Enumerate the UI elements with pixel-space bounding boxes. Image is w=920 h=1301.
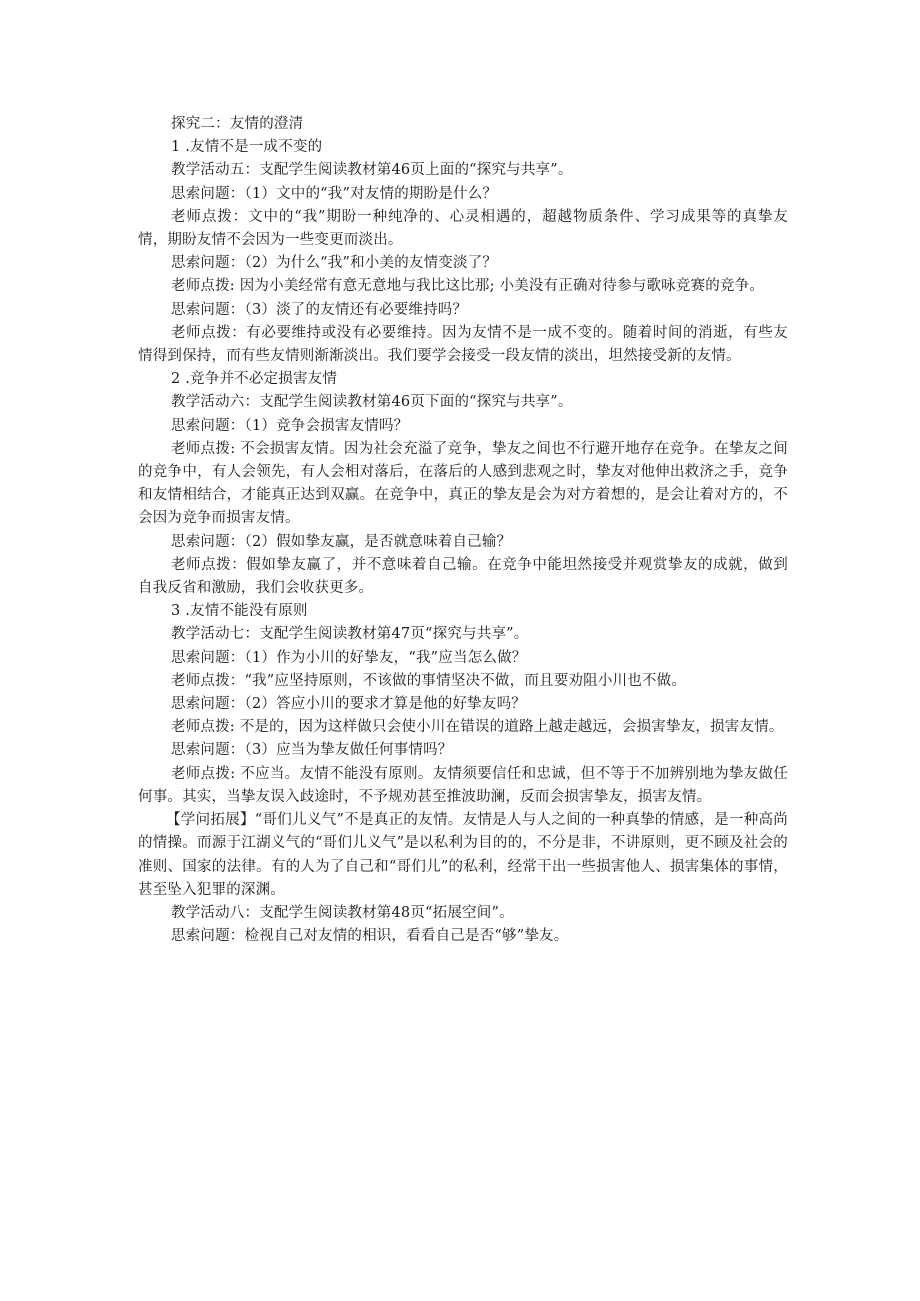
question: 思索问题：（2）答应小川的要求才算是他的好挚友吗？: [171, 696, 526, 713]
question: 思索问题：（2）为什么“我”和小美的友情变淡了？: [171, 255, 498, 272]
teacher-note: 老师点拨: 不是的，因为这样做只会使小川在错误的道路上越走越远，会损害挚友，损害友情。: [171, 719, 784, 736]
activity-5: 教学活动五：支配学生阅读教材第46页上面的“探究与共享”。: [171, 162, 573, 179]
teacher-note: 老师点拨：假如挚友赢了，并不意味着自己输。在竞争中能坦然接受并观赏挚友的成就，做到自我反省和激励，我们会收获更多。: [138, 556, 788, 597]
question: 思索问题：（1）竞争会损害友情吗？: [171, 417, 409, 434]
subheading-1: 1 .友情不是一成不变的: [171, 139, 323, 156]
subheading-3: 3 .友情不能没有原则: [171, 603, 308, 620]
knowledge-extension: 【学问拓展】“哥们儿义气”不是真正的友情。友情是人与人之间的一种真挚的情感，是一种高尚的情操。而源于江湖义气的“哥们儿义气”是以私利为目的的，不分是非，不讲原则，更不顾及社会的准则、国家的法律。有的人为了自己和“哥们儿”的私利，经常干出一些损害他人、损害集体的事情，甚至坠入犯罪的深渊。: [138, 812, 788, 898]
question: 思索问题：（3）应当为挚友做任何事情吗？: [171, 742, 453, 759]
question: 思索问题：（1）作为小川的好挚友，“我”应当怎么做？: [171, 649, 527, 666]
activity-7: 教学活动七：支配学生阅读教材第47页“探究与共享”。: [171, 626, 529, 643]
question: 思索问题：（3）淡了的友情还有必要维持吗？: [171, 301, 468, 318]
teacher-note: 老师点拨: 不会损害友情。因为社会充溢了竞争，挚友之间也不行避开地存在竞争。在挚友之间的竞争中，有人会领先，有人会相对落后，在落后的人感到悲观之时，挚友对他伸出救济之手，竞争和友情相结合，才能真正达到双赢。在竞争中，真正的挚友是会为对方着想的，是会让着对方的，不会因为竞争而损害友情。: [138, 440, 788, 527]
section-heading: 探究二：友情的澄清: [171, 116, 304, 132]
teacher-note: 老师点拨: 因为小美经常有意无意地与我比这比那; 小美没有正确对待参与歌咏竞赛的竞争。: [171, 278, 765, 295]
question: 思索问题：（1）文中的“我”对友情的期盼是什么？: [171, 185, 498, 202]
document-body: [138, 113, 788, 948]
teacher-note: 老师点拨: 不应当。友情不能没有原则。友情须要信任和忠诚，但不等于不加辨别地为挚友做任何事。其实，当挚友误入歧途时，不予规劝甚至推波助澜，反而会损害挚友，损害友情。: [138, 765, 788, 805]
activity-8: 教学活动八：支配学生阅读教材第48页“拓展空间”。: [171, 904, 514, 921]
teacher-note: 老师点拨：文中的“我”期盼一种纯净的、心灵相遇的，超越物质条件、学习成果等的真挚友情，期盼友情不会因为一些变更而淡出。: [138, 208, 788, 249]
teacher-note: 老师点拨：有必要维持或没有必要维持。因为友情不是一成不变的。随着时间的消逝，有些友情得到保持，而有些友情则渐渐淡出。我们要学会接受一段友情的淡出，坦然接受新的友情。: [138, 324, 788, 365]
subheading-2: 2 .竞争并不必定损害友情: [171, 371, 338, 388]
question: 思索问题：检视自己对友情的相识，看看自己是否“够”挚友。: [171, 928, 569, 945]
question: 思索问题：（2）假如挚友赢，是否就意味着自己输？: [171, 533, 512, 550]
teacher-note: 老师点拨：“我”应坚持原则，不该做的事情坚决不做，而且要劝阻小川也不做。: [171, 672, 687, 689]
activity-6: 教学活动六：支配学生阅读教材第46页下面的“探究与共享”。: [171, 394, 573, 411]
